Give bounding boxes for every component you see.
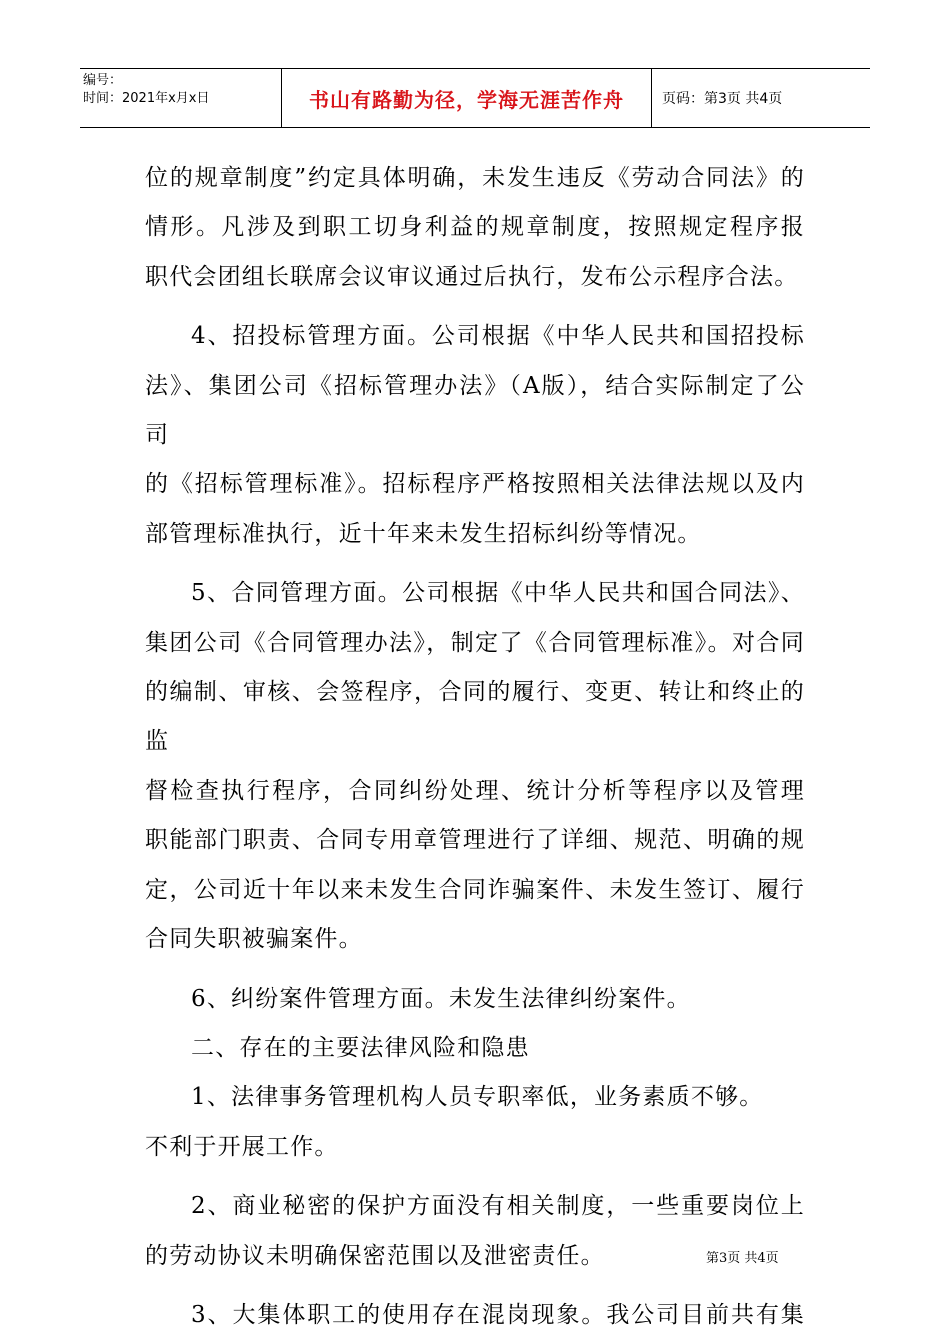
body-line: 2、商业秘密的保护方面没有相关制度，一些重要岗位上	[191, 1193, 805, 1220]
body-line: 的编制、审核、会签程序，合同的履行、变更、转让和终止的监	[145, 679, 805, 755]
body-line: 督检查执行程序，合同纠纷处理、统计分析等程序以及管理	[145, 777, 805, 804]
body-line: 6、纠纷案件管理方面。未发生法律纠纷案件。	[191, 985, 691, 1012]
body-line: 职代会团组长联席会议审议通过后执行，发布公示程序合法。	[145, 263, 799, 290]
body-line: 的《招标管理标准》。招标程序严格按照相关法律法规以及内	[145, 471, 805, 498]
body-line: 不利于开展工作。	[145, 1133, 339, 1160]
body-line: 职能部门职责、合同专用章管理进行了详细、规范、明确的规	[145, 827, 805, 854]
body-line: 1、法律事务管理机构人员专职率低，业务素质不够。	[191, 1084, 764, 1111]
header-page-info: 页码：第3页 共4页	[662, 91, 783, 107]
header-motto: 书山有路勤为径，学海无涯苦作舟	[282, 69, 652, 127]
document-number-label: 编号：	[83, 73, 123, 88]
body-line: 二、存在的主要法律风险和隐患	[191, 1034, 530, 1061]
body-line: 3、大集体职工的使用存在混岗现象。我公司目前共有集	[191, 1301, 805, 1328]
body-line: 的劳动协议未明确保密范围以及泄密责任。	[145, 1242, 605, 1269]
body-line: 定，公司近十年以来未发生合同诈骗案件、未发生签订、履行	[145, 876, 805, 903]
document-time: 时间：2021年x月x日	[83, 91, 210, 106]
body-line: 4、招投标管理方面。公司根据《中华人民共和国招投标	[191, 323, 805, 350]
body-line: 集团公司《合同管理办法》，制定了《合同管理标准》。对合同	[145, 629, 805, 656]
document-body	[145, 154, 805, 1340]
body-line: 合同失职被骗案件。	[145, 926, 363, 953]
body-line: 法》、集团公司《招标管理办法》（A版），结合实际制定了公司	[145, 372, 805, 449]
body-line: 部管理标准执行，近十年来未发生招标纠纷等情况。	[145, 520, 702, 547]
page-header	[80, 68, 870, 128]
header-meta	[80, 69, 282, 127]
body-line: 位的规章制度”约定具体明确，未发生违反《劳动合同法》的	[145, 165, 805, 191]
body-line: 情形。凡涉及到职工切身利益的规章制度，按照规定程序报	[145, 214, 805, 241]
body-line: 5、合同管理方面。公司根据《中华人民共和国合同法》、	[191, 580, 805, 607]
page-footer: 第3页 共4页	[706, 1251, 779, 1266]
